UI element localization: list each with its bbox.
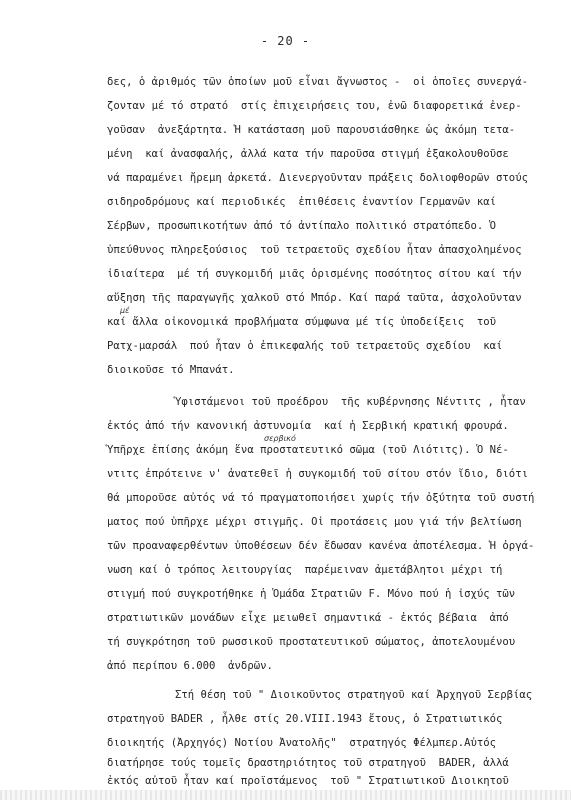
text-line: ντιτς ἐπρότεινε ν' ἀνατεθεῖ ἡ συγκομιδή τοῦ σίτου στόν ἴδιο, διότι [107,468,528,480]
text-line: ματος πού ὑπῆρχε μέχρι στιγμῆς. Οἱ προτάσεις μου γιά τήν βελτίωση [107,516,522,528]
text-line: τή συγκρότηση τοῦ ρωσσικοῦ προστατευτικοῦ σώματος, ἀποτελουμένου [107,636,516,648]
text-line: ἐκτός ἀπό τήν κανονική ἀστυνομία καί ἡ Σερβική κρατική φρουρά. [107,420,509,432]
text-line: στιγμή πού συγκροτήθηκε ἡ Ὁμάδα Στρατιῶν F. Μόνο πού ἡ ἰσχύς τῶν [107,588,516,600]
text-line: διατήρησε τούς τομεῖς δραστηριότητος τοῦ στρατηγοῦ BADER, ἀλλά [107,757,509,769]
text-line: καί ἄλλα οἰκονομικά προβλήματα σύμφωνα μέ τίς ὑποδείξεις τοῦ [107,316,497,328]
text-line: ζονταν μέ τό στρατό στίς ἐπιχειρήσεις του, ἐνῶ διαφορετικά ἐνερ- [107,100,522,112]
handwritten-insertion: μέ [120,306,130,315]
text-line: διοικητής (Ἀρχηγός) Νοτίου Ἀνατολῆς" στρατηγός Φέλμπερ.Αὐτός [107,737,497,749]
text-line: ἀπό περίπου 6.000 ἀνδρῶν. [107,660,273,672]
text-line: ὑπεύθυνος πληρεξούσιος τοῦ τετραετοῦς σχεδίου ἦταν ἀπασχολημένος [107,244,522,256]
scan-edge [0,790,571,800]
text-line: τῶν προαναφερθέντων ὑποθέσεων δέν ἔδωσαν κανένα ἀποτέλεσμα. Ἡ ὀργά- [107,540,535,552]
text-line: Ὑπῆρχε ἐπίσης ἀκόμη ἕνα προστατευτικό σῶμα (τοῦ Λιότιτς). Ὁ Νέ- [107,444,509,456]
text-line: αὔξηση τῆς παραγωγῆς χαλκοῦ στό Μπόρ. Καί παρά ταῦτα, ἀσχολοῦνταν [107,292,522,304]
text-line: Σέρβων, προσωπικοτήτων ἀπό τό ἀντίπαλο πολιτικό στρατόπεδο. Ὁ [107,220,497,232]
text-line: στρατηγοῦ BADER , ἦλθε στίς 20.VIII.1943 ἔτους, ὁ Στρατιωτικός [107,713,503,725]
text-line: δες, ὁ ἀριθμός τῶν ὁποίων μοῦ εἶναι ἄγνωστος - οἱ ὁποῖες συνεργά- [107,76,528,88]
text-line: Ὑφιστάμενοι τοῦ προέδρου τῆς κυβέρνησης Νέντιτς , ἦταν [175,396,526,408]
page-number: - 20 - [260,34,311,48]
text-line: μένη καί ἀνασφαλής, ἀλλά κατα τήν παροῦσα στιγμή ἐξακολουθοῦσε [107,148,509,160]
text-line: σιδηροδρόμους καί περιοδικές ἐπιθέσεις ἐναντίον Γερμανῶν καί [107,196,497,208]
text-line: διοικοῦσε τό Μπανάτ. [107,364,235,376]
text-line: γοῦσαν ἀνεξάρτητα. Ἡ κατάσταση μοῦ παρουσιάσθηκε ὡς ἀκόμη τετα- [107,124,516,136]
text-line: ἐκτός αὐτοῦ ἦταν καί προϊστάμενος τοῦ " Στρατιωτικοῦ Διοικητοῦ [107,775,509,787]
text-line: νωση καί ὁ τρόπος λειτουργίας παρέμειναν ἀμετάβλητοι μέχρι τή [107,564,503,576]
text-line: νά παραμένει ἤρεμη ἀρκετά. Διενεργοῦνταν πράξεις δολιοφθορῶν στούς [107,172,528,184]
handwritten-insertion: σερβικό [264,434,296,443]
text-line: ἰδιαίτερα μέ τή συγκομιδή μιᾶς ὁρισμένης ποσότητος σίτου καί τήν [107,268,522,280]
text-line: θά μποροῦσε αὐτός νά τό πραγματοποιήσει χωρίς τήν ὀξύτητα τοῦ συστή [107,492,535,504]
text-line: Ρατχ-μαρσάλ πού ἦταν ὁ ἐπικεφαλής τοῦ τετραετοῦς σχεδίου καί [107,340,503,352]
text-line: Στή θέση τοῦ " Διοικοῦντος στρατηγοῦ καί Ἀρχηγοῦ Σερβίας [175,689,533,701]
text-line: στρατιωτικῶν μονάδων εἶχε μειωθεῖ σημαντικά - ἐκτός βέβαια ἀπό [107,612,509,624]
